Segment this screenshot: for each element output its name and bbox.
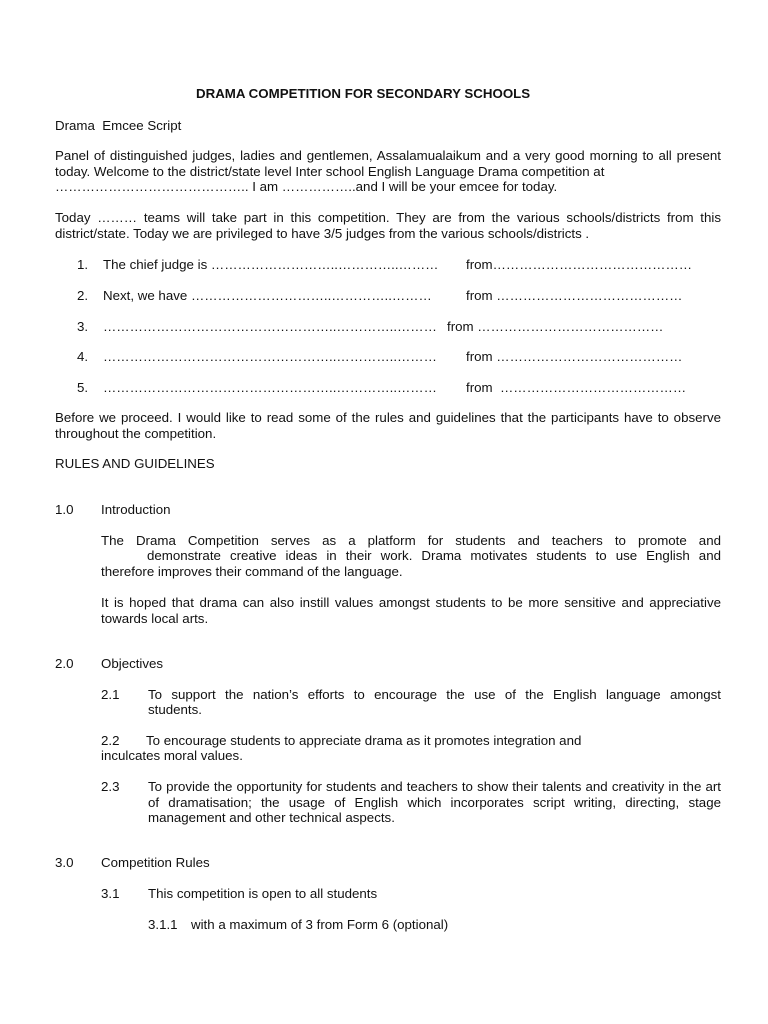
objective-2-2-number: 2.2 (101, 733, 120, 748)
judge-2-from: from …………………………………… (466, 288, 683, 303)
judge-4-from: from …………………………………… (466, 349, 683, 364)
judge-2-text: Next, we have …………………………..…………..……… (103, 288, 432, 303)
judge-5-number: 5. (77, 380, 89, 395)
objective-2-2-line-1: To encourage students to appreciate drama as it promotes integration and (146, 733, 582, 748)
judge-4-text: ……………………………………………..…………..……… (103, 349, 437, 364)
rules-heading: RULES AND GUIDELINES (55, 456, 215, 471)
intro-paragraph-1 (55, 148, 721, 195)
section-1-number: 1.0 (55, 502, 74, 517)
section-2-number: 2.0 (55, 656, 74, 671)
intro-paragraph-2: Today ……… teams will take part in this competition. They are from the various schools/districts from this district/state. Today we are privileged to have 3/5 judges from the various schools/districts . (55, 210, 721, 241)
rule-3-1-1-text: with a maximum of 3 from Form 6 (optional) (191, 917, 449, 932)
document-subtitle: Drama Emcee Script (55, 118, 182, 133)
objective-2-1-line-1: To support the nation’s efforts to encourage the use of the English language amongst (148, 687, 721, 702)
objective-2-3-number: 2.3 (101, 779, 120, 794)
judge-1-text: The chief judge is ………………………..…………..……… (103, 257, 439, 272)
rule-3-1-1-number: 3.1.1 (148, 917, 178, 932)
judge-5-from: from …………………………………… (466, 380, 687, 395)
section-1-line-1: The Drama Competition serves as a platform for students and teachers to promote and (101, 533, 721, 548)
judge-2-number: 2. (77, 288, 89, 303)
judge-1-number: 1. (77, 257, 89, 272)
objective-2-3-text: To provide the opportunity for students and teachers to show their talents and creativity in the art of dramatisation; the usage of English which incorporates script writing, directing, stage management and other technical aspects. (148, 779, 721, 825)
section-2-heading: Objectives (101, 656, 164, 671)
intro-line-3: …………………………………….. I am ……………..and I will be your emcee for today. (55, 179, 558, 194)
judge-3-from: from …………………………………… (447, 319, 664, 334)
section-3-heading: Competition Rules (101, 855, 210, 870)
section-1-paragraph-2: It is hoped that drama can also instill values amongst students to be more sensitive and appreciative towards local arts. (101, 595, 721, 626)
intro-line-1: Panel of distinguished judges, ladies and gentlemen, Assalamualaikum and a very good morning to all present today. Welcome to the district/state level Inter school English Language Drama competition at (55, 148, 721, 179)
judge-3-number: 3. (77, 319, 89, 334)
rule-3-1-number: 3.1 (101, 886, 120, 901)
judge-3-text: ……………………………………………..…………..……… (103, 319, 437, 334)
objective-2-1-number: 2.1 (101, 687, 120, 702)
judge-1-from: from……………………………………… (466, 257, 693, 272)
before-proceed-paragraph: Before we proceed. I would like to read some of the rules and guidelines that the participants have to observe throughout the competition. (55, 410, 721, 441)
objective-2-1-line-2: students. (148, 702, 202, 717)
section-1-heading: Introduction (101, 502, 171, 517)
rule-3-1-text: This competition is open to all students (148, 886, 378, 901)
section-1-line-3: therefore improves their command of the language. (101, 564, 403, 579)
document-title: DRAMA COMPETITION FOR SECONDARY SCHOOLS (196, 86, 531, 101)
objective-2-2-line-2: inculcates moral values. (101, 748, 243, 763)
section-3-number: 3.0 (55, 855, 74, 870)
judge-5-text: ……………………………………………..…………..……… (103, 380, 437, 395)
section-1-line-2: demonstrate creative ideas in their work. Drama motivates students to use English and (147, 548, 721, 563)
judge-4-number: 4. (77, 349, 89, 364)
